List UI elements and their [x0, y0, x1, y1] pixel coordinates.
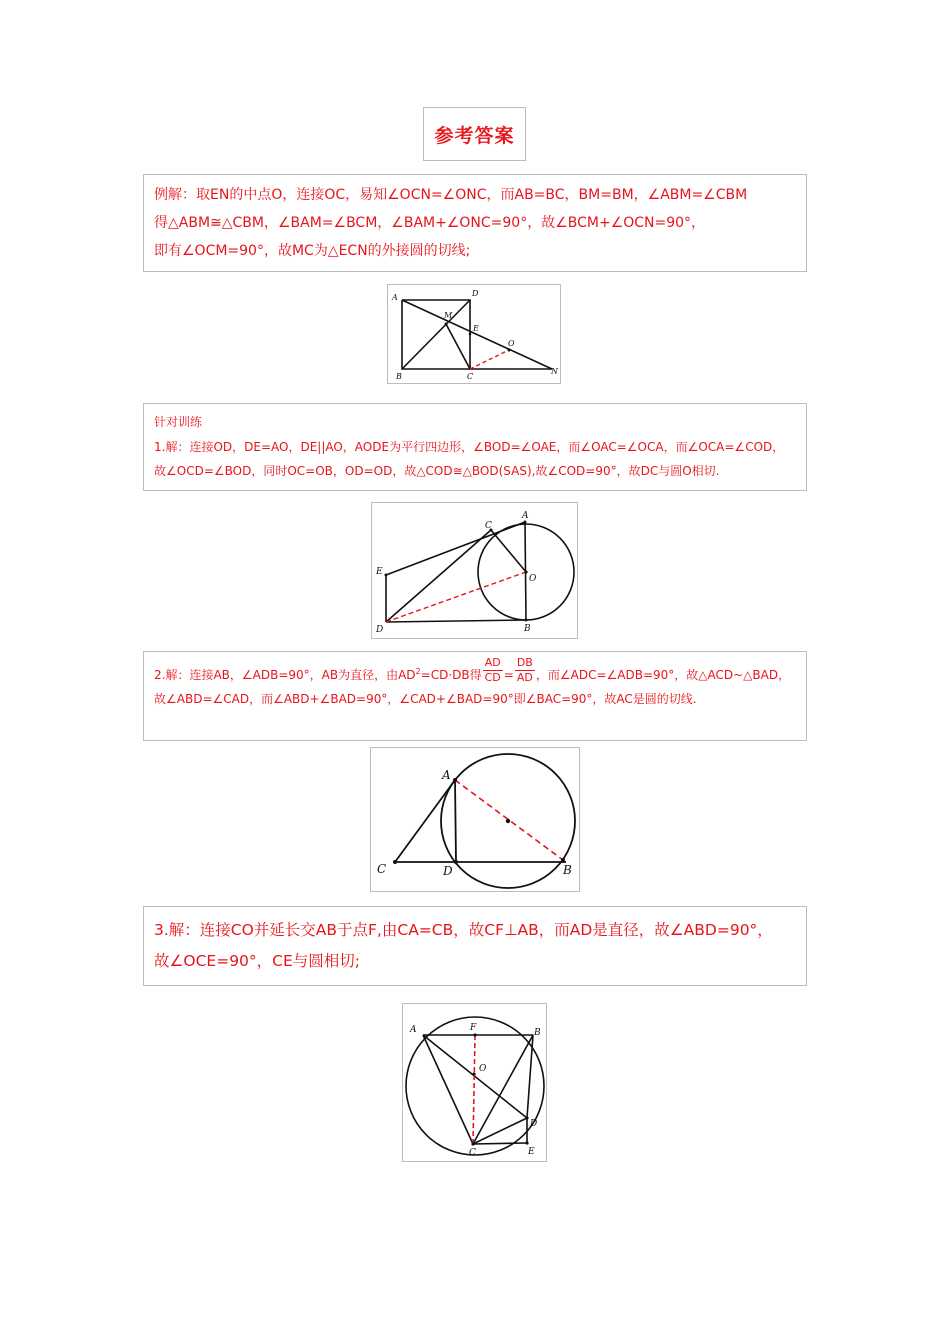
fig4-label-a: A	[410, 1025, 417, 1035]
fig4-label-d: D	[530, 1119, 538, 1129]
equals-sign: =	[503, 668, 514, 682]
fig4-label-b: B	[534, 1028, 541, 1038]
solution-3-line-2: 故∠OCE=90°，CE与圆相切;	[154, 952, 361, 970]
example-line-3: 即有∠OCM=90°，故MC为△ECN的外接圆的切线;	[154, 243, 471, 259]
fraction-ad-over-cd	[483, 656, 503, 685]
fig3-label-c: C	[377, 862, 387, 876]
fig3-label-a: A	[442, 768, 451, 782]
fraction-1-numerator: AD	[483, 656, 503, 671]
fig1-label-n: N	[551, 367, 558, 376]
fig1-dashed-oc	[470, 350, 509, 369]
figure-1-square-diagram	[387, 284, 561, 384]
page-title: 参考答案	[423, 107, 526, 161]
solution-3-line-1: 3.解：连接CO并延长交AB于点F,由CA=CB，故CF⊥AB，而AD是直径，故∠ABD=90°，	[154, 921, 773, 939]
training-solution-1-box	[143, 403, 807, 491]
fig1-label-a: A	[392, 293, 398, 302]
solution-2-superscript: 2	[415, 667, 421, 676]
training-heading: 针对训练	[154, 415, 203, 429]
fig3-label-b: B	[563, 863, 572, 877]
figure-3-circle-right-triangle	[370, 747, 580, 892]
example-line-1: 例解：取EN的中点O，连接OC，易知∠OCN=∠ONC，而AB=BC，BM=BM，∠ABM=∠CBM	[154, 187, 748, 203]
fraction-db-over-ad	[515, 656, 535, 685]
fig2-label-c: C	[485, 521, 492, 531]
fig3-label-d: D	[443, 864, 453, 878]
solution-1-line-2: 故∠OCD=∠BOD，同时OC=OB，OD=OD，故△COD≅△BOD(SAS),故∠COD=90°，故DC与圆O相切.	[154, 464, 720, 478]
fig1-label-c: C	[467, 372, 474, 381]
solution-2-text-b: =CD·DB得	[420, 668, 482, 682]
solution-1-line-1: 1.解：连接OD，DE=AO，DE||AO，AODE为平行四边形，∠BOD=∠OAE，而∠OAC=∠OCA，而∠OCA=∠COD，	[154, 439, 785, 454]
example-solution-box	[143, 174, 807, 272]
fraction-2-denominator: AD	[516, 671, 533, 684]
fig1-label-d: D	[472, 289, 479, 298]
fig4-label-f: F	[470, 1023, 477, 1033]
fig1-label-b: B	[396, 372, 402, 381]
solution-2-text-a: 2.解：连接AB，∠ADB=90°，AB为直径，由AD	[154, 668, 416, 682]
solution-2-line-1	[154, 656, 796, 687]
example-line-2: 得△ABM≅△CBM，∠BAM=∠BCM，∠BAM+∠ONC=90°，故∠BCM+∠OCN=90°，	[154, 215, 706, 231]
training-solution-3-box	[143, 906, 807, 986]
figure-4-inscribed-triangle	[402, 1003, 547, 1162]
solution-2-line-2: 故∠ABD=∠CAD，而∠ABD+∠BAD=90°，∠CAD+∠BAD=90°即∠BAC=90°，故AC是圆的切线.	[154, 692, 697, 706]
fig4-dashed-cf	[473, 1035, 475, 1144]
fig2-label-a: A	[522, 511, 529, 521]
fraction-2-numerator: DB	[516, 656, 533, 669]
training-solution-2-box	[143, 651, 807, 741]
solution-2-text-c: ，而∠ADC=∠ADB=90°，故△ACD~△BAD，	[535, 668, 791, 682]
fig2-label-d: D	[376, 625, 384, 635]
fig1-label-e: E	[473, 324, 479, 333]
fig1-label-m: M	[444, 311, 453, 320]
fig4-label-o: O	[479, 1064, 487, 1074]
fraction-1-denominator: CD	[484, 671, 501, 684]
fig2-label-o: O	[529, 574, 537, 584]
fig4-label-e: E	[528, 1147, 535, 1157]
figure-2-circle-tangent	[371, 502, 578, 639]
fig1-label-o: O	[508, 339, 515, 348]
fig2-label-e: E	[376, 567, 383, 577]
fig4-label-c: C	[469, 1148, 476, 1158]
fig2-label-b: B	[524, 624, 531, 634]
